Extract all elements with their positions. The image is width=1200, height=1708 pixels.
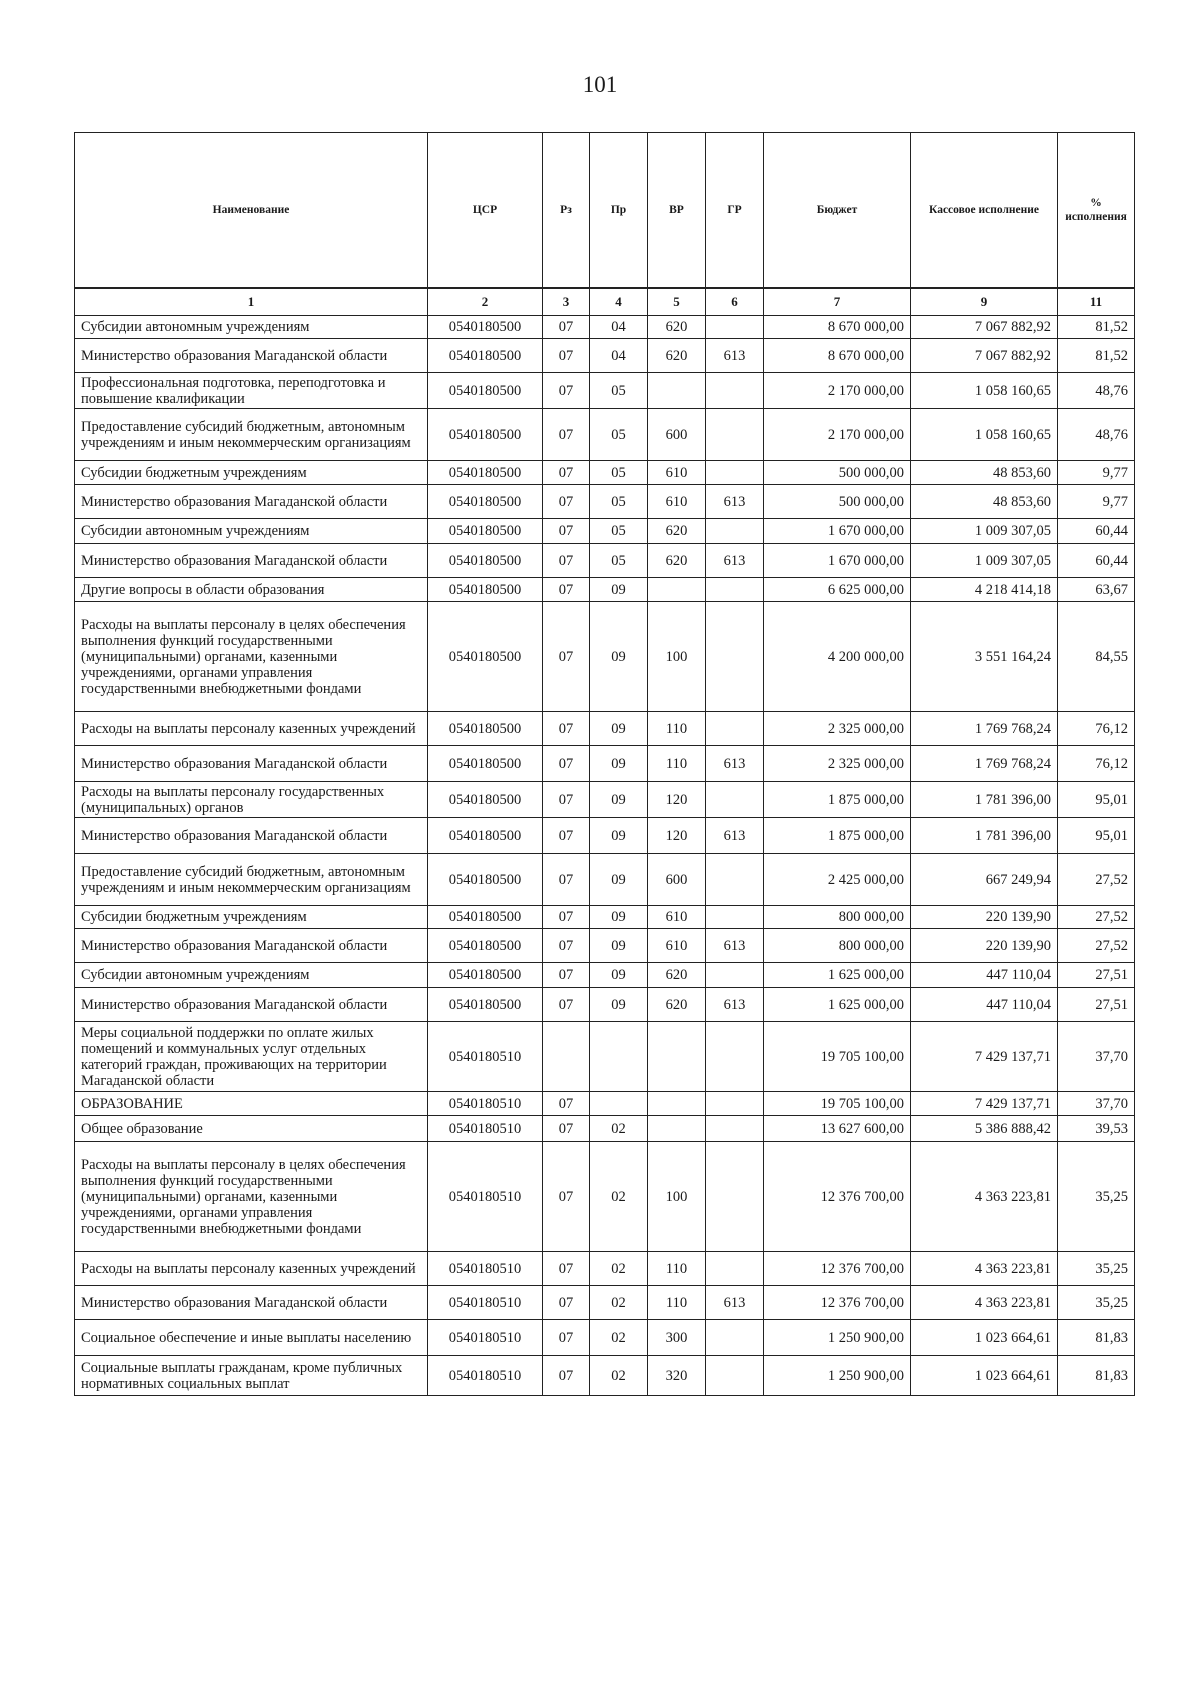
table-row <box>75 544 1135 578</box>
header-vr: ВР <box>648 133 706 289</box>
table-row <box>75 988 1135 1022</box>
row-gr <box>706 373 764 409</box>
column-number: 7 <box>764 288 911 316</box>
header-pr: Пр <box>590 133 648 289</box>
row-pr: 09 <box>590 602 648 712</box>
row-execution-percent: 81,83 <box>1058 1356 1135 1396</box>
row-vr: 600 <box>648 409 706 461</box>
table-row <box>75 578 1135 602</box>
column-number: 4 <box>590 288 648 316</box>
table-row <box>75 339 1135 373</box>
row-name: Министерство образования Магаданской области <box>75 485 428 519</box>
row-name: Субсидии бюджетным учреждениям <box>75 461 428 485</box>
row-rz: 07 <box>543 519 590 544</box>
row-budget: 8 670 000,00 <box>764 316 911 339</box>
row-execution-percent: 27,51 <box>1058 988 1135 1022</box>
column-number: 3 <box>543 288 590 316</box>
table-row <box>75 1286 1135 1320</box>
row-vr: 610 <box>648 929 706 963</box>
row-name: Профессиональная подготовка, переподготовка и повышение квалификации <box>75 373 428 409</box>
row-rz: 07 <box>543 544 590 578</box>
row-budget: 2 425 000,00 <box>764 854 911 906</box>
row-rz: 07 <box>543 1092 590 1116</box>
row-pr <box>590 1022 648 1092</box>
table-row <box>75 906 1135 929</box>
row-csr: 0540180510 <box>428 1286 543 1320</box>
row-gr <box>706 1252 764 1286</box>
row-execution-percent: 9,77 <box>1058 485 1135 519</box>
row-name: Министерство образования Магаданской области <box>75 746 428 782</box>
row-budget: 12 376 700,00 <box>764 1286 911 1320</box>
table-row <box>75 1142 1135 1252</box>
row-cash-execution: 1 781 396,00 <box>911 782 1058 818</box>
row-cash-execution: 4 363 223,81 <box>911 1142 1058 1252</box>
row-csr: 0540180500 <box>428 519 543 544</box>
table-row <box>75 409 1135 461</box>
row-name: Социальное обеспечение и иные выплаты населению <box>75 1320 428 1356</box>
row-rz <box>543 1022 590 1092</box>
table-row <box>75 712 1135 746</box>
row-rz: 07 <box>543 1320 590 1356</box>
row-budget: 1 670 000,00 <box>764 544 911 578</box>
row-execution-percent: 39,53 <box>1058 1116 1135 1142</box>
row-name: Субсидии автономным учреждениям <box>75 316 428 339</box>
row-csr: 0540180500 <box>428 988 543 1022</box>
row-vr: 100 <box>648 602 706 712</box>
row-cash-execution: 1 023 664,61 <box>911 1356 1058 1396</box>
row-vr: 620 <box>648 544 706 578</box>
row-cash-execution: 447 110,04 <box>911 963 1058 988</box>
header-execution-percent: % исполнения <box>1058 133 1135 289</box>
row-execution-percent: 81,83 <box>1058 1320 1135 1356</box>
row-pr: 02 <box>590 1142 648 1252</box>
row-vr <box>648 578 706 602</box>
row-budget: 1 625 000,00 <box>764 963 911 988</box>
row-budget: 2 325 000,00 <box>764 746 911 782</box>
table-body <box>75 316 1135 1396</box>
row-rz: 07 <box>543 578 590 602</box>
row-vr: 110 <box>648 746 706 782</box>
row-budget: 1 875 000,00 <box>764 782 911 818</box>
row-gr <box>706 409 764 461</box>
row-budget: 2 170 000,00 <box>764 373 911 409</box>
row-gr <box>706 782 764 818</box>
row-cash-execution: 1 009 307,05 <box>911 544 1058 578</box>
row-csr: 0540180500 <box>428 782 543 818</box>
row-pr: 05 <box>590 544 648 578</box>
row-cash-execution: 1 023 664,61 <box>911 1320 1058 1356</box>
row-name: Расходы на выплаты персоналу казенных учреждений <box>75 1252 428 1286</box>
row-gr: 613 <box>706 818 764 854</box>
row-gr: 613 <box>706 485 764 519</box>
row-budget: 8 670 000,00 <box>764 339 911 373</box>
row-execution-percent: 60,44 <box>1058 544 1135 578</box>
row-vr: 110 <box>648 1286 706 1320</box>
row-csr: 0540180510 <box>428 1092 543 1116</box>
row-gr <box>706 906 764 929</box>
row-pr: 05 <box>590 409 648 461</box>
row-execution-percent: 76,12 <box>1058 746 1135 782</box>
row-budget: 6 625 000,00 <box>764 578 911 602</box>
row-pr: 05 <box>590 485 648 519</box>
row-cash-execution: 220 139,90 <box>911 906 1058 929</box>
row-cash-execution: 3 551 164,24 <box>911 602 1058 712</box>
row-execution-percent: 76,12 <box>1058 712 1135 746</box>
row-gr <box>706 602 764 712</box>
row-gr <box>706 1116 764 1142</box>
row-csr: 0540180500 <box>428 746 543 782</box>
row-budget: 12 376 700,00 <box>764 1142 911 1252</box>
row-gr <box>706 519 764 544</box>
row-pr: 09 <box>590 746 648 782</box>
table-row <box>75 485 1135 519</box>
row-execution-percent: 95,01 <box>1058 782 1135 818</box>
table-row <box>75 1252 1135 1286</box>
row-csr: 0540180500 <box>428 578 543 602</box>
row-cash-execution: 4 218 414,18 <box>911 578 1058 602</box>
row-vr: 320 <box>648 1356 706 1396</box>
table-row <box>75 519 1135 544</box>
row-rz: 07 <box>543 1286 590 1320</box>
header-csr: ЦСР <box>428 133 543 289</box>
row-pr: 09 <box>590 818 648 854</box>
row-vr: 600 <box>648 854 706 906</box>
row-pr: 05 <box>590 461 648 485</box>
row-csr: 0540180510 <box>428 1356 543 1396</box>
row-execution-percent: 95,01 <box>1058 818 1135 854</box>
row-rz: 07 <box>543 782 590 818</box>
row-csr: 0540180500 <box>428 461 543 485</box>
row-gr <box>706 963 764 988</box>
row-cash-execution: 7 067 882,92 <box>911 339 1058 373</box>
row-budget: 800 000,00 <box>764 906 911 929</box>
row-budget: 2 170 000,00 <box>764 409 911 461</box>
row-cash-execution: 1 781 396,00 <box>911 818 1058 854</box>
row-gr <box>706 1320 764 1356</box>
row-pr <box>590 1092 648 1116</box>
row-cash-execution: 48 853,60 <box>911 461 1058 485</box>
row-name: Предоставление субсидий бюджетным, автономным учреждениям и иным некоммерческим организациям <box>75 854 428 906</box>
row-budget: 2 325 000,00 <box>764 712 911 746</box>
row-vr: 110 <box>648 1252 706 1286</box>
row-gr <box>706 1022 764 1092</box>
row-rz: 07 <box>543 854 590 906</box>
header-gr: ГР <box>706 133 764 289</box>
row-rz: 07 <box>543 485 590 519</box>
table-row <box>75 818 1135 854</box>
row-csr: 0540180500 <box>428 854 543 906</box>
row-vr <box>648 1116 706 1142</box>
row-vr: 610 <box>648 485 706 519</box>
row-pr: 09 <box>590 578 648 602</box>
row-csr: 0540180500 <box>428 409 543 461</box>
row-pr: 05 <box>590 373 648 409</box>
row-vr: 620 <box>648 339 706 373</box>
row-name: Расходы на выплаты персоналу в целях обеспечения выполнения функций государственными (муниципальными) органами, казенными учреждениями, органами управления государственными внебюджетными фондами <box>75 602 428 712</box>
row-budget: 4 200 000,00 <box>764 602 911 712</box>
row-execution-percent: 35,25 <box>1058 1142 1135 1252</box>
row-name: Министерство образования Магаданской области <box>75 544 428 578</box>
row-gr: 613 <box>706 988 764 1022</box>
row-gr <box>706 854 764 906</box>
row-name: Министерство образования Магаданской области <box>75 818 428 854</box>
table-row <box>75 1356 1135 1396</box>
row-execution-percent: 35,25 <box>1058 1286 1135 1320</box>
row-gr: 613 <box>706 746 764 782</box>
column-number: 11 <box>1058 288 1135 316</box>
row-gr <box>706 1142 764 1252</box>
header-budget: Бюджет <box>764 133 911 289</box>
row-budget: 500 000,00 <box>764 485 911 519</box>
row-name: Другие вопросы в области образования <box>75 578 428 602</box>
row-execution-percent: 48,76 <box>1058 409 1135 461</box>
row-csr: 0540180500 <box>428 316 543 339</box>
row-gr <box>706 578 764 602</box>
row-execution-percent: 9,77 <box>1058 461 1135 485</box>
table-row <box>75 602 1135 712</box>
row-name: Расходы на выплаты персоналу государственных (муниципальных) органов <box>75 782 428 818</box>
row-gr: 613 <box>706 339 764 373</box>
row-cash-execution: 447 110,04 <box>911 988 1058 1022</box>
row-pr: 09 <box>590 712 648 746</box>
row-cash-execution: 4 363 223,81 <box>911 1252 1058 1286</box>
header-row <box>75 133 1135 289</box>
row-csr: 0540180510 <box>428 1252 543 1286</box>
column-number: 1 <box>75 288 428 316</box>
row-gr <box>706 316 764 339</box>
header-name: Наименование <box>75 133 428 289</box>
row-execution-percent: 60,44 <box>1058 519 1135 544</box>
row-rz: 07 <box>543 316 590 339</box>
row-pr: 04 <box>590 339 648 373</box>
row-budget: 12 376 700,00 <box>764 1252 911 1286</box>
row-csr: 0540180500 <box>428 963 543 988</box>
row-csr: 0540180510 <box>428 1320 543 1356</box>
row-rz: 07 <box>543 461 590 485</box>
row-execution-percent: 37,70 <box>1058 1092 1135 1116</box>
column-number-row <box>75 288 1135 316</box>
table-row <box>75 1022 1135 1092</box>
row-csr: 0540180500 <box>428 602 543 712</box>
row-cash-execution: 7 429 137,71 <box>911 1092 1058 1116</box>
row-rz: 07 <box>543 1356 590 1396</box>
row-execution-percent: 27,52 <box>1058 854 1135 906</box>
row-pr: 02 <box>590 1252 648 1286</box>
row-pr: 04 <box>590 316 648 339</box>
row-pr: 09 <box>590 963 648 988</box>
row-csr: 0540180500 <box>428 906 543 929</box>
row-cash-execution: 1 769 768,24 <box>911 746 1058 782</box>
table-row <box>75 1320 1135 1356</box>
row-execution-percent: 37,70 <box>1058 1022 1135 1092</box>
row-execution-percent: 63,67 <box>1058 578 1135 602</box>
row-execution-percent: 81,52 <box>1058 339 1135 373</box>
row-csr: 0540180500 <box>428 485 543 519</box>
row-cash-execution: 7 429 137,71 <box>911 1022 1058 1092</box>
table-row <box>75 1092 1135 1116</box>
table-row <box>75 746 1135 782</box>
row-pr: 02 <box>590 1320 648 1356</box>
budget-execution-table <box>74 132 1135 1396</box>
row-budget: 1 625 000,00 <box>764 988 911 1022</box>
table-row <box>75 461 1135 485</box>
row-csr: 0540180510 <box>428 1142 543 1252</box>
row-vr <box>648 1022 706 1092</box>
row-cash-execution: 220 139,90 <box>911 929 1058 963</box>
row-rz: 07 <box>543 373 590 409</box>
row-rz: 07 <box>543 963 590 988</box>
row-name: Субсидии бюджетным учреждениям <box>75 906 428 929</box>
row-rz: 07 <box>543 602 590 712</box>
row-name: Министерство образования Магаданской области <box>75 988 428 1022</box>
row-name: Министерство образования Магаданской области <box>75 339 428 373</box>
row-csr: 0540180500 <box>428 544 543 578</box>
row-budget: 1 250 900,00 <box>764 1320 911 1356</box>
row-gr <box>706 712 764 746</box>
row-execution-percent: 27,52 <box>1058 906 1135 929</box>
column-number: 5 <box>648 288 706 316</box>
table-row <box>75 373 1135 409</box>
row-vr: 620 <box>648 963 706 988</box>
row-budget: 13 627 600,00 <box>764 1116 911 1142</box>
row-name: Министерство образования Магаданской области <box>75 1286 428 1320</box>
row-gr <box>706 1092 764 1116</box>
row-name: ОБРАЗОВАНИЕ <box>75 1092 428 1116</box>
row-execution-percent: 48,76 <box>1058 373 1135 409</box>
row-cash-execution: 5 386 888,42 <box>911 1116 1058 1142</box>
row-budget: 500 000,00 <box>764 461 911 485</box>
row-pr: 09 <box>590 782 648 818</box>
row-gr <box>706 1356 764 1396</box>
row-rz: 07 <box>543 929 590 963</box>
row-vr: 610 <box>648 906 706 929</box>
row-name: Расходы на выплаты персоналу в целях обеспечения выполнения функций государственными (муниципальными) органами, казенными учреждениями, органами управления государственными внебюджетными фондами <box>75 1142 428 1252</box>
row-name: Общее образование <box>75 1116 428 1142</box>
column-number: 2 <box>428 288 543 316</box>
row-csr: 0540180500 <box>428 818 543 854</box>
row-rz: 07 <box>543 339 590 373</box>
row-name: Меры социальной поддержки по оплате жилых помещений и коммунальных услуг отдельных категорий граждан, проживающих на территории Магаданской области <box>75 1022 428 1092</box>
row-rz: 07 <box>543 906 590 929</box>
row-budget: 1 250 900,00 <box>764 1356 911 1396</box>
row-rz: 07 <box>543 1116 590 1142</box>
row-csr: 0540180510 <box>428 1022 543 1092</box>
row-cash-execution: 1 769 768,24 <box>911 712 1058 746</box>
row-cash-execution: 1 058 160,65 <box>911 373 1058 409</box>
table-row <box>75 316 1135 339</box>
row-cash-execution: 7 067 882,92 <box>911 316 1058 339</box>
row-pr: 09 <box>590 929 648 963</box>
row-execution-percent: 27,51 <box>1058 963 1135 988</box>
row-rz: 07 <box>543 1142 590 1252</box>
row-pr: 02 <box>590 1116 648 1142</box>
row-vr <box>648 1092 706 1116</box>
header-cash-execution: Кассовое исполнение <box>911 133 1058 289</box>
header-rz: Рз <box>543 133 590 289</box>
row-vr: 620 <box>648 988 706 1022</box>
row-csr: 0540180500 <box>428 929 543 963</box>
row-pr: 05 <box>590 519 648 544</box>
row-cash-execution: 4 363 223,81 <box>911 1286 1058 1320</box>
row-csr: 0540180510 <box>428 1116 543 1142</box>
row-pr: 09 <box>590 988 648 1022</box>
row-csr: 0540180500 <box>428 712 543 746</box>
row-name: Расходы на выплаты персоналу казенных учреждений <box>75 712 428 746</box>
row-cash-execution: 48 853,60 <box>911 485 1058 519</box>
row-rz: 07 <box>543 1252 590 1286</box>
row-gr: 613 <box>706 929 764 963</box>
row-vr: 300 <box>648 1320 706 1356</box>
row-rz: 07 <box>543 409 590 461</box>
row-vr: 120 <box>648 818 706 854</box>
row-gr <box>706 461 764 485</box>
row-execution-percent: 35,25 <box>1058 1252 1135 1286</box>
row-name: Министерство образования Магаданской области <box>75 929 428 963</box>
row-rz: 07 <box>543 988 590 1022</box>
row-execution-percent: 27,52 <box>1058 929 1135 963</box>
row-budget: 1 670 000,00 <box>764 519 911 544</box>
column-number: 9 <box>911 288 1058 316</box>
row-pr: 02 <box>590 1286 648 1320</box>
row-execution-percent: 84,55 <box>1058 602 1135 712</box>
table-row <box>75 1116 1135 1142</box>
row-execution-percent: 81,52 <box>1058 316 1135 339</box>
row-gr: 613 <box>706 544 764 578</box>
row-vr <box>648 373 706 409</box>
row-gr: 613 <box>706 1286 764 1320</box>
row-pr: 02 <box>590 1356 648 1396</box>
row-name: Субсидии автономным учреждениям <box>75 963 428 988</box>
row-cash-execution: 667 249,94 <box>911 854 1058 906</box>
page-number: 101 <box>582 72 618 97</box>
column-number: 6 <box>706 288 764 316</box>
row-csr: 0540180500 <box>428 373 543 409</box>
table-row <box>75 929 1135 963</box>
row-pr: 09 <box>590 854 648 906</box>
row-vr: 120 <box>648 782 706 818</box>
row-vr: 100 <box>648 1142 706 1252</box>
row-budget: 1 875 000,00 <box>764 818 911 854</box>
row-vr: 620 <box>648 316 706 339</box>
row-cash-execution: 1 058 160,65 <box>911 409 1058 461</box>
table-row <box>75 782 1135 818</box>
row-csr: 0540180500 <box>428 339 543 373</box>
table-row <box>75 963 1135 988</box>
row-name: Социальные выплаты гражданам, кроме публичных нормативных социальных выплат <box>75 1356 428 1396</box>
row-budget: 800 000,00 <box>764 929 911 963</box>
row-vr: 110 <box>648 712 706 746</box>
row-vr: 610 <box>648 461 706 485</box>
row-rz: 07 <box>543 746 590 782</box>
row-budget: 19 705 100,00 <box>764 1022 911 1092</box>
row-budget: 19 705 100,00 <box>764 1092 911 1116</box>
row-vr: 620 <box>648 519 706 544</box>
row-rz: 07 <box>543 818 590 854</box>
row-name: Субсидии автономным учреждениям <box>75 519 428 544</box>
row-name: Предоставление субсидий бюджетным, автономным учреждениям и иным некоммерческим организациям <box>75 409 428 461</box>
row-cash-execution: 1 009 307,05 <box>911 519 1058 544</box>
row-rz: 07 <box>543 712 590 746</box>
row-pr: 09 <box>590 906 648 929</box>
table-row <box>75 854 1135 906</box>
